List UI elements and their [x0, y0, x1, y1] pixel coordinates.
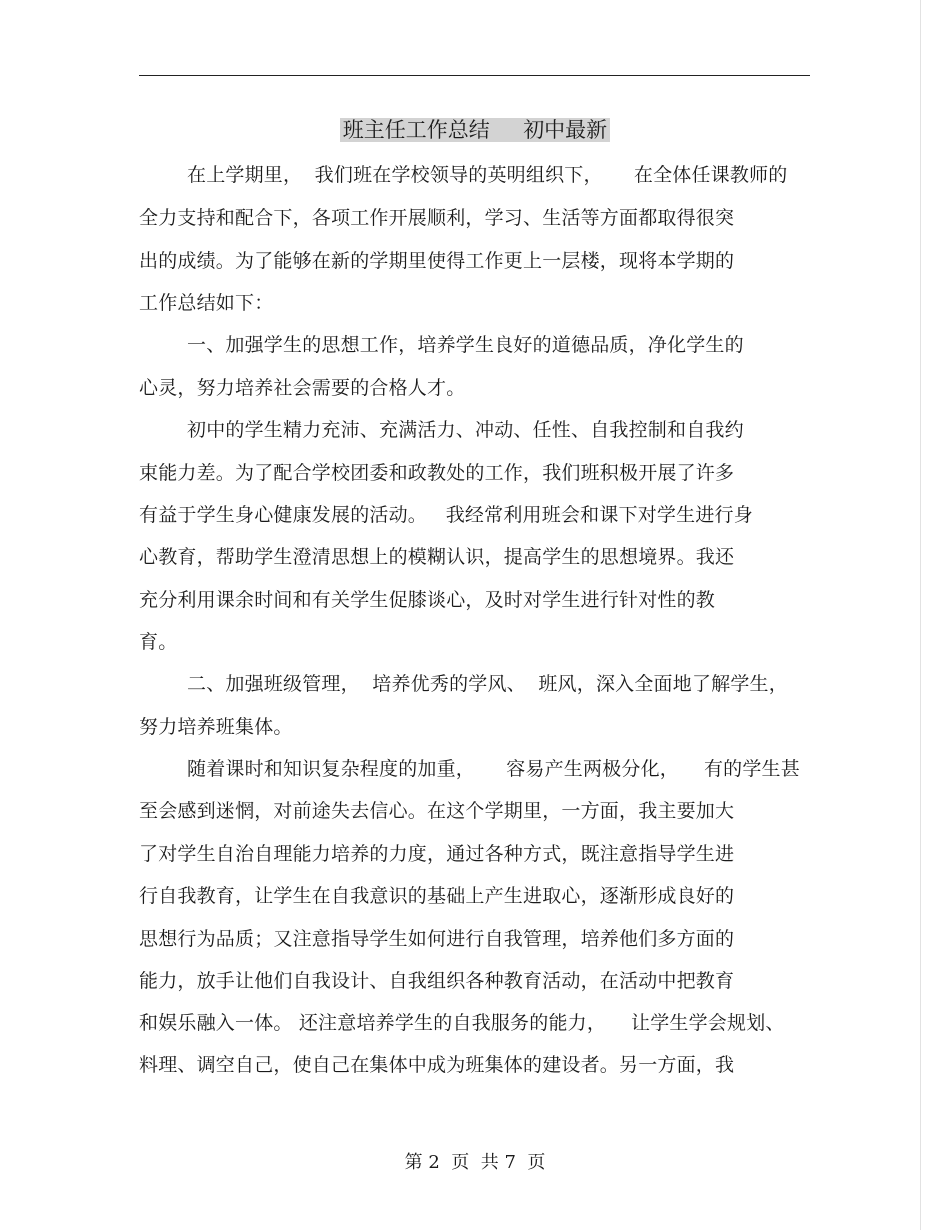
paragraph-line: 充分利用课余时间和有关学生促膝谈心，及时对学生进行针对性的教 — [139, 589, 716, 611]
paragraph-line: 随着课时和知识复杂程度的加重， 容易产生两极分化， 有的学生甚 — [187, 758, 800, 780]
page-edge-divider — [920, 0, 921, 1230]
paragraph-line: 料理、调空自己，使自己在集体中成为班集体的建设者。另一方面，我 — [139, 1054, 735, 1076]
paragraph-line: 心灵，努力培养社会需要的合格人才。 — [139, 377, 466, 399]
paragraph-line: 了对学生自治自理能力培养的力度，通过各种方式，既注意指导学生进 — [139, 843, 735, 865]
paragraph-line: 行自我教育，让学生在自我意识的基础上产生进取心，逐渐形成良好的 — [139, 885, 735, 907]
paragraph-line: 束能力差。为了配合学校团委和政教处的工作，我们班积极开展了许多 — [139, 462, 735, 484]
paragraph-line: 二、加强班级管理， 培养优秀的学风、 班风，深入全面地了解学生， — [187, 673, 788, 695]
title-part-2: 初中最新 — [523, 118, 608, 142]
paragraph-line: 在上学期里， 我们班在学校领导的英明组织下， 在全体任课教师的 — [187, 164, 788, 186]
paragraph-line: 工作总结如下： — [139, 292, 274, 314]
paragraph-line: 和娱乐融入一体。 还注意培养学生的自我服务的能力， 让学生学会规划、 — [139, 1012, 785, 1034]
title-part-1: 班主任工作总结 — [342, 118, 490, 142]
header-rule — [139, 75, 810, 76]
page-number-footer: 第 2 页 共 7 页 — [404, 1152, 546, 1173]
paragraph-line: 出的成绩。为了能够在新的学期里使得工作更上一层楼，现将本学期的 — [139, 250, 735, 272]
paragraph-line: 至会感到迷惘，对前途失去信心。在这个学期里，一方面，我主要加大 — [139, 800, 735, 822]
paragraph-line: 努力培养班集体。 — [139, 716, 293, 738]
paragraph-line: 全力支持和配合下，各项工作开展顺利，学习、生活等方面都取得很突 — [139, 207, 735, 229]
title-highlight — [340, 118, 610, 142]
paragraph-line: 思想行为品质；又注意指导学生如何进行自我管理，培养他们多方面的 — [139, 928, 735, 950]
paragraph-line: 能力，放手让他们自我设计、自我组织各种教育活动，在活动中把教育 — [139, 970, 735, 992]
document-title — [0, 114, 950, 146]
paragraph-line: 育。 — [139, 631, 178, 653]
paragraph-line: 心教育，帮助学生澄清思想上的模糊认识，提高学生的思想境界。我还 — [139, 546, 735, 568]
paragraph-line: 初中的学生精力充沛、充满活力、冲动、任性、自我控制和自我约 — [187, 419, 744, 441]
paragraph-line: 有益于学生身心健康发展的活动。 我经常利用班会和课下对学生进行身 — [139, 504, 753, 526]
paragraph-line: 一、加强学生的思想工作，培养学生良好的道德品质，净化学生的 — [187, 334, 744, 356]
